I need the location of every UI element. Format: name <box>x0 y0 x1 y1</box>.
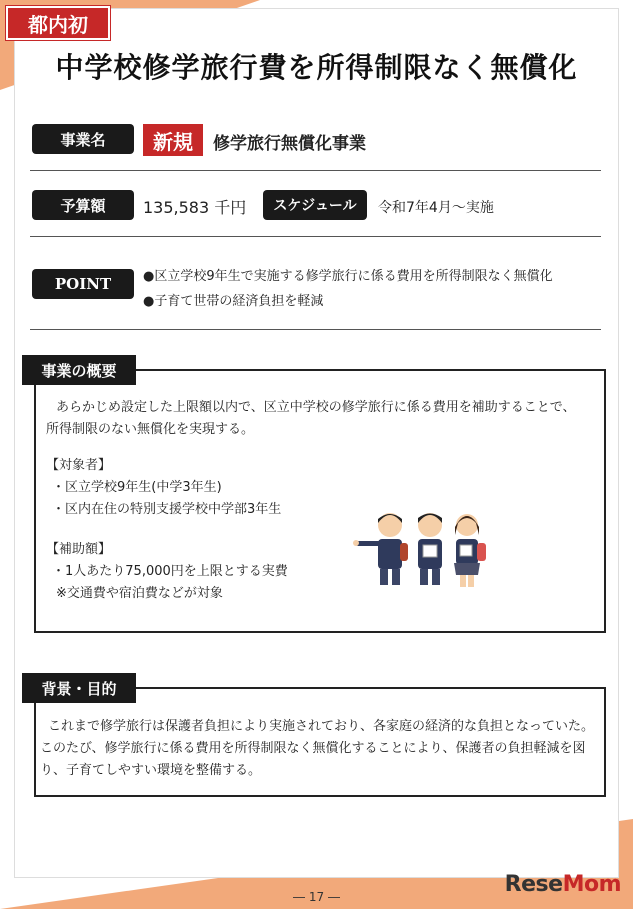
point-item: ●区立学校9年生で実施する修学旅行に係る費用を所得制限なく無償化 <box>143 269 553 284</box>
subsidy-item: ※交通費や宿泊費などが対象 <box>56 586 223 601</box>
divider <box>30 236 601 237</box>
overview-heading: 事業の概要 <box>22 355 136 385</box>
first-in-tokyo-badge: 都内初 <box>6 6 110 40</box>
divider <box>30 329 601 330</box>
project-label: 事業名 <box>32 124 134 154</box>
resemom-logo <box>505 872 621 897</box>
logo-text-accent: Mom <box>562 872 621 897</box>
project-name: 修学旅行無償化事業 <box>213 134 366 154</box>
background-heading: 背景・目的 <box>22 673 136 703</box>
background-text: これまで修学旅行は保護者負担により実施されており、各家庭の経済的な負担となっていた。 <box>48 719 595 734</box>
schedule-value: 令和7年4月～実施 <box>378 200 494 216</box>
overview-lead: 所得制限のない無償化を実現する。 <box>46 422 255 437</box>
point-item: ●子育て世帯の経済負担を軽減 <box>143 294 324 309</box>
new-badge: 新規 <box>143 124 203 156</box>
background-text: り、子育てしやすい環境を整備する。 <box>40 763 262 778</box>
schedule-label: スケジュール <box>263 190 367 220</box>
subsidy-heading: 【補助額】 <box>46 542 112 557</box>
students-illustration-icon <box>352 505 492 590</box>
target-item: ・区立学校9年生(中学3年生) <box>52 480 222 495</box>
target-heading: 【対象者】 <box>46 458 112 473</box>
divider <box>30 170 601 171</box>
background-text: このたび、修学旅行に係る費用を所得制限なく無償化することにより、保護者の負担軽減を図 <box>40 741 586 756</box>
target-item: ・区内在住の特別支援学校中学部3年生 <box>52 502 282 517</box>
page-title: 中学校修学旅行費を所得制限なく無償化 <box>55 51 578 84</box>
page-number: ― 17 ― <box>293 890 340 904</box>
logo-text-main: Rese <box>504 872 563 897</box>
budget-label: 予算額 <box>32 190 134 220</box>
point-label: POINT <box>32 269 134 299</box>
overview-lead: あらかじめ設定した上限額以内で、区立中学校の修学旅行に係る費用を補助することで、 <box>56 400 576 415</box>
budget-value: 135,583 千円 <box>143 198 247 217</box>
subsidy-item: ・1人あたり75,000円を上限とする実費 <box>52 564 288 579</box>
